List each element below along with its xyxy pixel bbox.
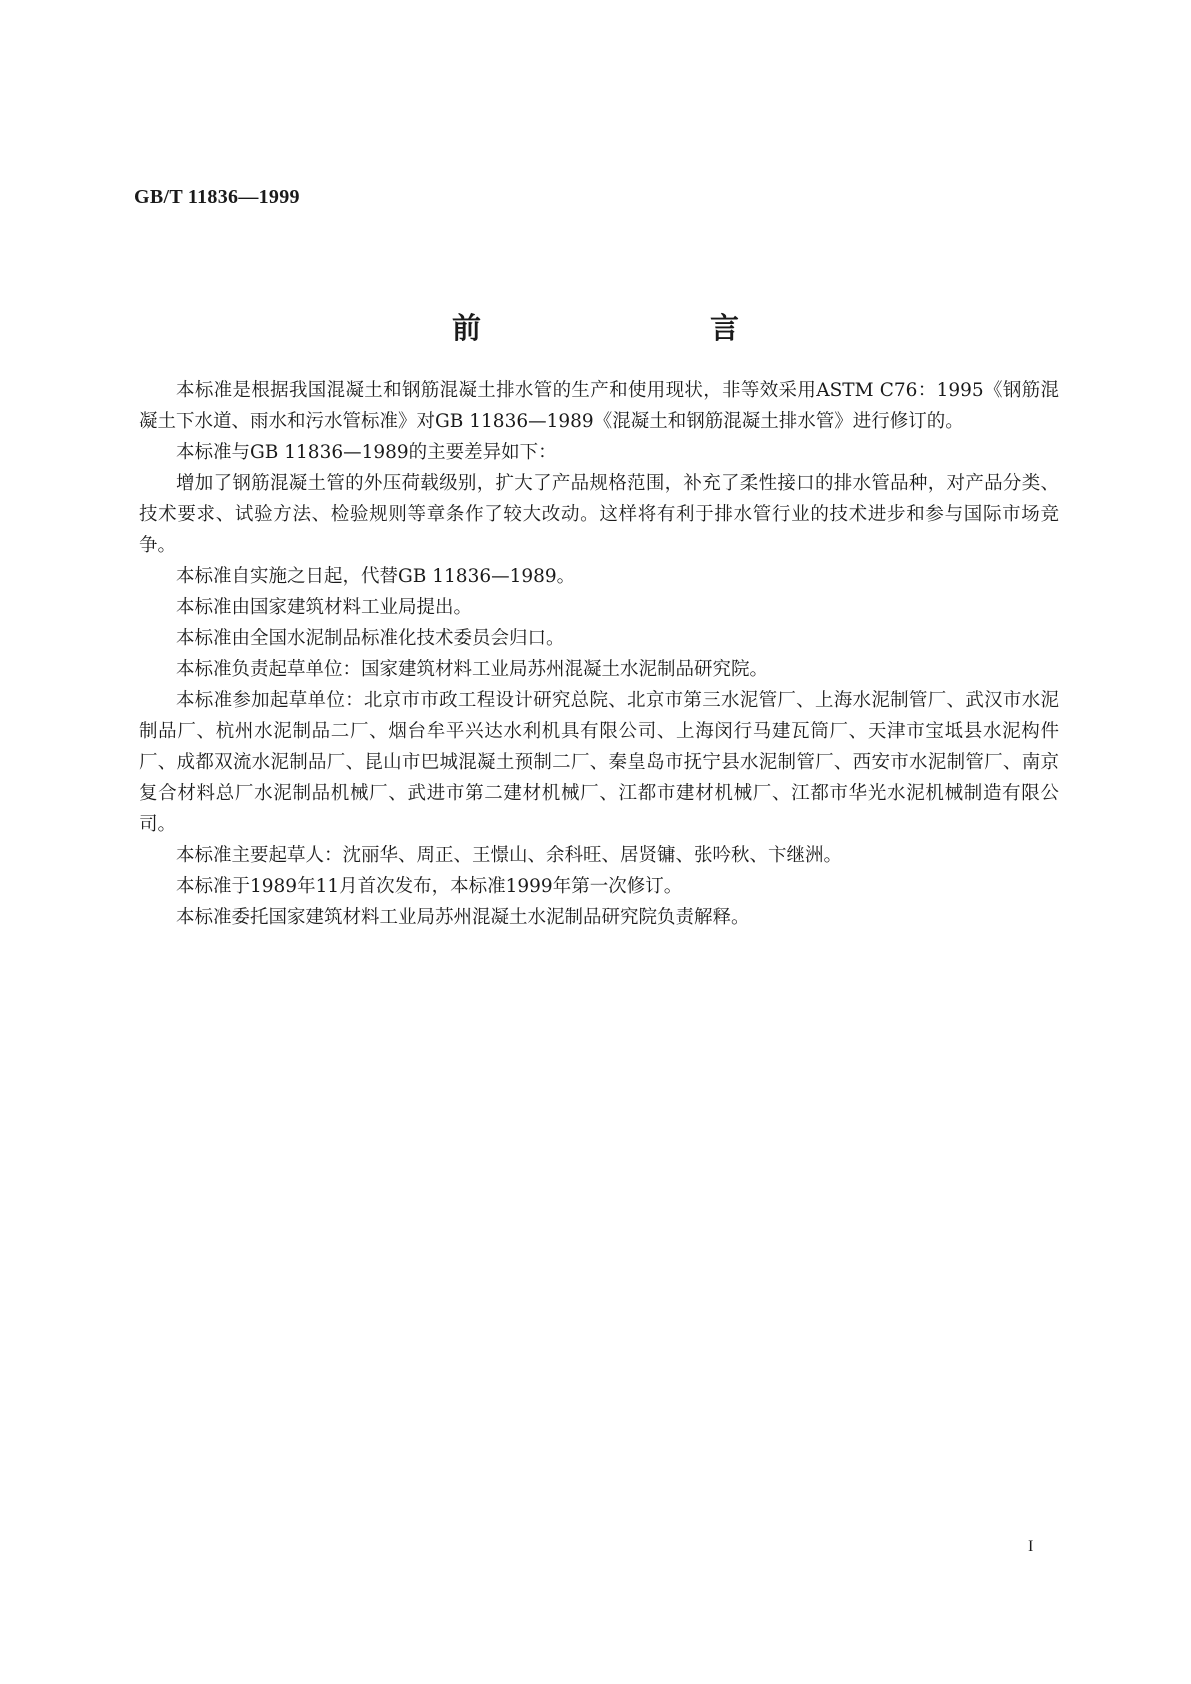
page-title: 前 言 bbox=[451, 311, 839, 345]
paragraph: 本标准由全国水泥制品标准化技术委员会归口。 bbox=[176, 628, 565, 649]
paragraph: 本标准于1989年11月首次发布，本标准1999年第一次修订。 bbox=[176, 876, 683, 897]
foreword-body bbox=[139, 375, 1059, 933]
paragraph: 本标准参加起草单位：北京市市政工程设计研究总院、北京市第三水泥管厂、上海水泥制管厂、武汉市水泥制品厂、杭州水泥制品二厂、烟台牟平兴达水利机具有限公司、上海闵行马建瓦筒厂、天津市宝坻县水泥构件厂、成都双流水泥制品厂、昆山市巴城混凝土预制二厂、秦皇岛市抚宁县水泥制管厂、西安市水泥制管厂、南京复合材料总厂水泥制品机械厂、武进市第二建材机械厂、江都市建材机械厂、江都市华光水泥机械制造有限公司。 bbox=[139, 690, 1059, 835]
paragraph: 增加了钢筋混凝土管的外压荷载级别，扩大了产品规格范围，补充了柔性接口的排水管品种，对产品分类、技术要求、试验方法、检验规则等章条作了较大改动。这样将有利于排水管行业的技术进步和参与国际市场竞争。 bbox=[139, 473, 1059, 556]
paragraph: 本标准负责起草单位：国家建筑材料工业局苏州混凝土水泥制品研究院。 bbox=[176, 659, 769, 680]
paragraph: 本标准与GB 11836—1989的主要差异如下： bbox=[176, 442, 557, 463]
paragraph: 本标准主要起草人：沈丽华、周正、王憬山、余科旺、居贤镛、张吟秋、卞继洲。 bbox=[176, 845, 843, 866]
paragraph: 本标准委托国家建筑材料工业局苏州混凝土水泥制品研究院负责解释。 bbox=[176, 907, 750, 928]
paragraph: 本标准自实施之日起，代替GB 11836—1989。 bbox=[176, 566, 576, 587]
standard-code: GB/T 11836—1999 bbox=[134, 186, 300, 208]
paragraph: 本标准是根据我国混凝土和钢筋混凝土排水管的生产和使用现状，非等效采用ASTM C76：1995《钢筋混凝土下水道、雨水和污水管标准》对GB 11836—1989《混凝土和钢筋混凝土排水管》进行修订的。 bbox=[139, 380, 1059, 432]
paragraph: 本标准由国家建筑材料工业局提出。 bbox=[176, 597, 473, 618]
page-number: I bbox=[1028, 1538, 1034, 1555]
